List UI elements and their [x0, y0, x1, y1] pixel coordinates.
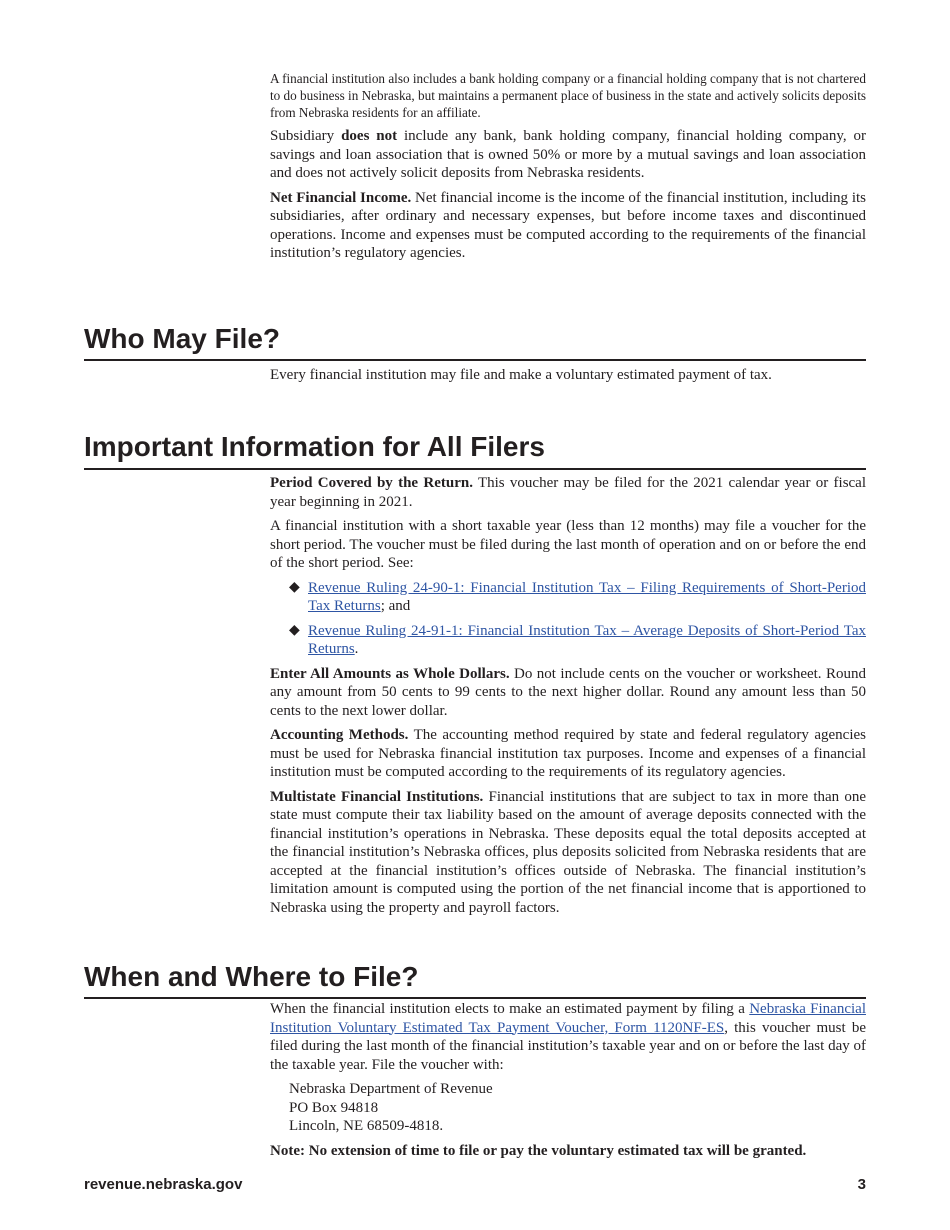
list-item [270, 622, 866, 659]
list-item [270, 579, 866, 616]
period-covered-term: Period Covered by the Return. [270, 475, 473, 491]
intro-paragraph-affiliate: A financial institution also includes a bank holding company or a financial holding company that is not chartered to do business in Nebraska, but maintains a permanent place of business in the state and actively solicits deposits from Nebraska residents for an affiliate. [270, 71, 866, 120]
short-period-paragraph: A financial institution with a short taxable year (less than 12 months) may file a voucher for the short period. The voucher must be filed during the last month of operation and on or before the end of the short period. See: [270, 518, 866, 571]
who-paragraph: Every financial institution may file and make a voluntary estimated payment of tax. [270, 367, 772, 383]
diamond-bullet-icon: ◆ [289, 622, 300, 638]
address-line: Lincoln, NE 68509-4818. [289, 1118, 444, 1134]
heading-who-may-file: Who May File? [84, 323, 280, 354]
intro-paragraph-subsidiary [270, 127, 866, 183]
accounting-methods-paragraph [270, 726, 866, 782]
diamond-bullet-icon: ◆ [289, 579, 300, 595]
whole-dollars-term: Enter All Amounts as Whole Dollars. [270, 665, 510, 682]
subsidiary-lead: Subsidiary [270, 128, 342, 144]
heading-rule [84, 997, 866, 999]
net-financial-income-term: Net Financial Income. [270, 189, 412, 206]
address-line: Nebraska Department of Revenue [289, 1081, 493, 1097]
page-number: 3 [857, 1176, 866, 1193]
net-financial-income-paragraph [270, 189, 866, 263]
whole-dollars-paragraph [270, 665, 866, 721]
period-covered-paragraph [270, 474, 866, 511]
bullet-suffix: ; and [380, 598, 411, 614]
subsidiary-text: include any bank, bank holding company, financial holding company, or savings and loan association that is owned 50% or more by a mutual savings and loan association and does not actively solicit deposits from Nebraska residents. [270, 128, 866, 181]
heading-rule [84, 468, 866, 470]
subsidiary-emphasis: does not [341, 128, 398, 144]
heading-important-information: Important Information for All Filers [84, 431, 545, 462]
footer-website: revenue.nebraska.gov [84, 1176, 243, 1193]
heading-rule [84, 359, 866, 361]
intro-section [270, 70, 866, 269]
form-1120nf-es-link[interactable]: Nebraska Financial Institution Voluntary Estimated Tax Payment Voucher, Form 1120NF-ES [270, 1001, 866, 1036]
when-text-lead: When the financial institution elects to make an estimated payment by filing a [270, 1001, 750, 1017]
net-financial-income-text: Net financial income is the income of the financial institution, including its subsidiaries, after ordinary and necessary expenses, but before income taxes and discontinued operations. Income and expenses must be computed according to the requirements of the financial institution’s regulatory agencies. [270, 189, 866, 261]
important-section [270, 474, 866, 923]
mailing-address [270, 1080, 866, 1136]
heading-when-and-where: When and Where to File? [84, 961, 419, 992]
who-section [270, 366, 866, 391]
accounting-methods-text: The accounting method required by state and federal regulatory agencies must be used for Nebraska financial institution tax purposes. Income and expenses of a financial institution must be computed according to the requirements of its regulatory agencies. [270, 727, 866, 780]
multistate-term: Multistate Financial Institutions. [270, 788, 484, 805]
multistate-text: Financial institutions that are subject to tax in more than one state must compute their tax liability based on the amount of average deposits connected with the financial institution’s operations in Nebraska. These deposits equal the total deposits accepted at the financial institution’s Nebraska offices, plus deposits solicited from Nebraska residents that are accepted at the financial institution’s offices outside of Nebraska. The financial institution’s limitation amount is computed using the portion of the net financial income that is apportioned to Nebraska using the property and payroll factors. [270, 788, 866, 916]
period-covered-text: This voucher may be filed for the 2021 calendar year or fiscal year beginning in 2021. [270, 475, 867, 510]
bullet-suffix: . [354, 641, 359, 657]
revenue-ruling-24-90-1-link[interactable]: Revenue Ruling 24-90-1: Financial Institution Tax – Filing Requirements of Short-Period Tax Returns [308, 579, 866, 614]
when-section [270, 1000, 866, 1166]
whole-dollars-text: Do not include cents on the voucher or worksheet. Round any amount from 50 cents to 99 cents to the next higher dollar. Round any amount less than 50 cents to the next lower dollar. [270, 665, 866, 719]
accounting-methods-term: Accounting Methods. [270, 727, 409, 743]
when-text-rest: , this voucher must be filed during the last month of the financial institution’s taxable year and on or before the last day of the taxable year. File the voucher with: [270, 1019, 866, 1073]
revenue-ruling-24-91-1-link[interactable]: Revenue Ruling 24-91-1: Financial Institution Tax – Average Deposits of Short-Period Tax Returns [308, 622, 866, 657]
when-paragraph [270, 1000, 866, 1074]
multistate-paragraph [270, 788, 866, 918]
note-paragraph [270, 1142, 866, 1161]
note-text: Note: No extension of time to file or pay the voluntary estimated tax will be granted. [270, 1142, 807, 1159]
address-line: PO Box 94818 [289, 1099, 379, 1116]
